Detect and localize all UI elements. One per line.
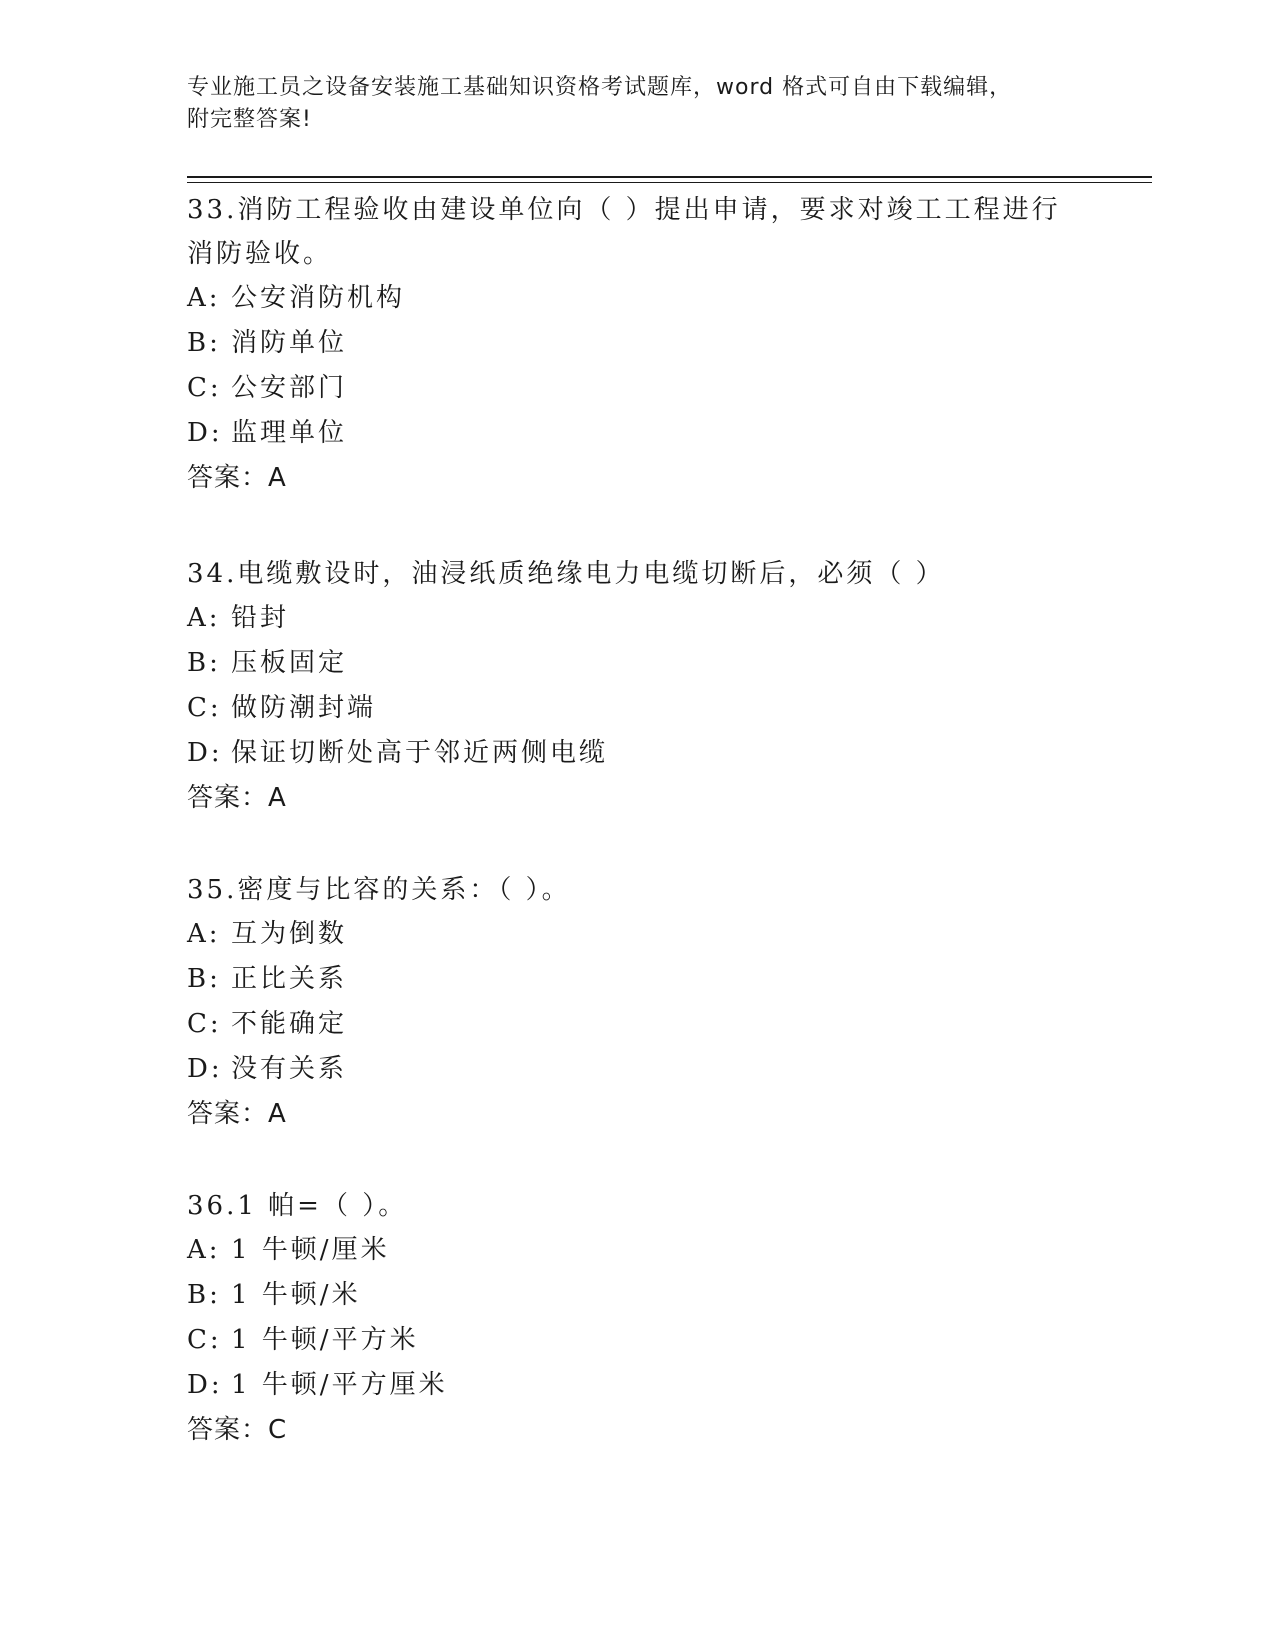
header-divider-thick [187, 176, 1152, 178]
option-letter: B: [187, 1280, 221, 1310]
question-36-text [187, 1184, 1067, 1228]
option-letter: A: [187, 919, 221, 949]
question-stem: 1 帕=（ ）。 [237, 1191, 408, 1221]
option-c [187, 1318, 1067, 1363]
option-b [187, 321, 1067, 366]
option-text: 公安部门 [231, 373, 348, 403]
option-b [187, 957, 1067, 1002]
question-stem-continued: 消防验收。 [187, 239, 333, 269]
option-text: 监理单位 [231, 418, 348, 448]
question-35-text [187, 868, 1067, 912]
option-letter: A: [187, 283, 221, 313]
option-text: 1 牛顿/米 [231, 1280, 361, 1310]
question-33-text [187, 188, 1067, 276]
option-a [187, 912, 1067, 957]
option-text: 1 牛顿/平方米 [231, 1325, 419, 1355]
question-number: 35. [187, 875, 238, 905]
option-b [187, 641, 1067, 686]
question-33 [187, 188, 1067, 501]
header-line-1: 专业施工员之设备安装施工基础知识资格考试题库，word 格式可自由下载编辑， [187, 75, 1013, 100]
question-36 [187, 1184, 1067, 1453]
option-text: 铅封 [231, 603, 290, 633]
option-text: 压板固定 [231, 648, 348, 678]
option-text: 正比关系 [231, 964, 348, 994]
question-number: 34. [187, 559, 238, 589]
answer-line: 答案：A [187, 783, 287, 813]
option-letter: D: [187, 738, 223, 768]
option-text: 互为倒数 [231, 919, 348, 949]
question-34-text [187, 552, 1067, 596]
option-a [187, 276, 1067, 321]
option-text: 保证切断处高于邻近两侧电缆 [231, 738, 609, 768]
answer-line: 答案：A [187, 463, 287, 493]
option-letter: C: [187, 1325, 222, 1355]
option-d [187, 731, 1067, 776]
option-letter: A: [187, 1235, 221, 1265]
option-letter: C: [187, 693, 222, 723]
question-stem: 密度与比容的关系：（ ）。 [237, 875, 571, 905]
option-letter: D: [187, 1054, 223, 1084]
question-stem: 消防工程验收由建设单位向（ ）提出申请，要求对竣工工程进行 [237, 195, 1061, 225]
option-a [187, 596, 1067, 641]
document-header [187, 72, 1067, 136]
option-text: 1 牛顿/厘米 [231, 1235, 390, 1265]
option-letter: B: [187, 648, 221, 678]
question-number: 33. [187, 195, 238, 225]
option-letter: A: [187, 603, 221, 633]
option-letter: B: [187, 964, 221, 994]
option-text: 消防单位 [231, 328, 348, 358]
option-letter: D: [187, 1370, 223, 1400]
option-b [187, 1273, 1067, 1318]
question-35 [187, 868, 1067, 1137]
option-text: 不能确定 [231, 1009, 348, 1039]
option-letter: B: [187, 328, 221, 358]
option-letter: C: [187, 373, 222, 403]
option-letter: C: [187, 1009, 222, 1039]
option-d [187, 1363, 1067, 1408]
option-c [187, 686, 1067, 731]
answer-line: 答案：A [187, 1099, 287, 1129]
option-text: 公安消防机构 [231, 283, 406, 313]
option-d [187, 1047, 1067, 1092]
option-text: 1 牛顿/平方厘米 [231, 1370, 448, 1400]
option-c [187, 1002, 1067, 1047]
header-divider-thin [187, 182, 1152, 183]
option-letter: D: [187, 418, 223, 448]
option-text: 做防潮封端 [231, 693, 377, 723]
question-34 [187, 552, 1067, 821]
answer-line: 答案：C [187, 1415, 288, 1445]
option-d [187, 411, 1067, 456]
option-c [187, 366, 1067, 411]
option-text: 没有关系 [231, 1054, 348, 1084]
header-line-2: 附完整答案! [187, 107, 312, 132]
option-a [187, 1228, 1067, 1273]
question-stem: 电缆敷设时，油浸纸质绝缘电力电缆切断后，必须（ ） [237, 559, 945, 589]
question-number: 36. [187, 1191, 238, 1221]
